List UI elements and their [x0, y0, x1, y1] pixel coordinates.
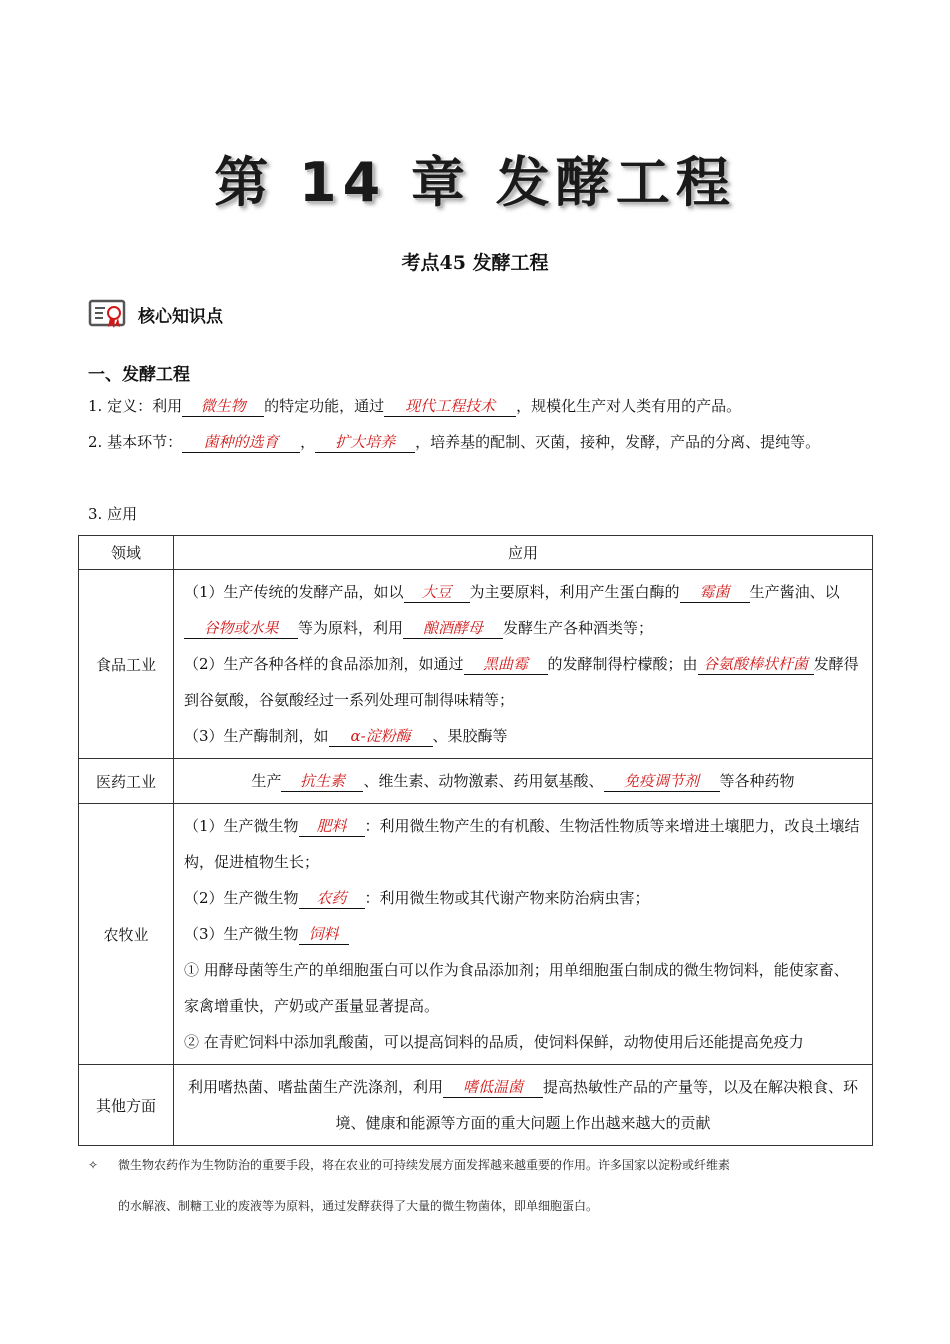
blank-answer: 黑曲霉: [464, 654, 548, 675]
definition-text: 1. 定义：利用: [88, 397, 183, 415]
footnote: [88, 1145, 868, 1227]
blank-answer: 微生物: [182, 396, 264, 417]
definition-text: ，规模化生产对人类有用的产品。: [516, 397, 742, 415]
table-row-agriculture: [79, 804, 873, 1065]
text: 、果胶酶等: [432, 727, 508, 745]
agri-line-4: ① 用酵母菌等生产的单细胞蛋白可以作为食品添加剂；用单细胞蛋白制成的微生物饲料，能使家畜、家禽增重快，产奶或产蛋量显著提高。: [184, 961, 849, 1015]
table-row-food: [79, 570, 873, 759]
definition-paragraph: [88, 388, 868, 424]
text: 、维生素、动物激素、药用氨基酸、: [363, 772, 604, 790]
diamond-icon: ✧: [88, 1158, 99, 1172]
chapter-title: 第 14 章 发酵工程: [214, 151, 736, 214]
basic-steps-paragraph: [88, 424, 868, 460]
footnote-text: 微生物农药作为生物防治的重要手段，将在农业的可持续发展方面发挥越来越重要的作用。许多国家以淀粉或纤维素: [118, 1158, 731, 1172]
text: （3）生产酶制剂，如: [184, 727, 329, 745]
basic-steps-text: ，培养基的配制、灭菌，接种，发酵，产品的分离、提纯等。: [415, 433, 821, 451]
text: （2）生产微生物: [184, 889, 299, 907]
field-other: 其他方面: [79, 1065, 174, 1146]
content-medicine: [174, 759, 873, 804]
text: 等各种药物: [719, 772, 795, 790]
blank-answer: 现代工程技术: [384, 396, 516, 417]
agri-line-1: [184, 808, 862, 880]
footnote-line-1: [88, 1145, 868, 1186]
table-row-other: [79, 1065, 873, 1146]
field-food: 食品工业: [79, 570, 174, 759]
text: 发酵生产各种酒类等；: [503, 619, 654, 637]
section-heading: 一、发酵工程: [88, 365, 190, 385]
text: （2）生产各种各样的食品添加剂，如通过: [184, 655, 464, 673]
header-field: 领域: [79, 536, 174, 570]
text: 生产: [251, 772, 282, 790]
knowledge-title: 核心知识点: [138, 306, 223, 327]
blank-answer: 菌种的选育: [182, 432, 300, 453]
blank-answer: 扩大培养: [315, 432, 415, 453]
basic-steps-text: 2. 基本环节：: [88, 433, 183, 451]
agri-line-2: [184, 880, 862, 916]
content-other: [174, 1065, 873, 1146]
text: 等为原料，利用: [298, 619, 404, 637]
text: （1）生产微生物: [184, 817, 299, 835]
food-line-1: [184, 574, 862, 646]
text: 的发酵制得柠檬酸；由: [547, 655, 698, 673]
blank-answer: 谷氨酸棒状杆菌: [698, 654, 814, 675]
table-header-row: [79, 536, 873, 570]
field-agriculture: 农牧业: [79, 804, 174, 1065]
blank-answer: 酿酒酵母: [403, 618, 503, 639]
certificate-icon: [88, 298, 126, 330]
text: ：利用微生物产生的有机酸、生物活性物质等来增进土壤肥力，改良土壤结构，促进植物生长；: [184, 817, 860, 871]
field-medicine: 医药工业: [79, 759, 174, 804]
text: 发酵得到谷氨酸，谷氨酸经过一系列处理可制得味精等；: [184, 655, 859, 709]
text: ：利用微生物或其代谢产物来防治病虫害；: [364, 889, 650, 907]
text: （3）生产微生物: [184, 925, 299, 943]
text: （1）生产传统的发酵产品，如以: [184, 583, 404, 601]
content-food: [174, 570, 873, 759]
agri-line-5: ② 在青贮饲料中添加乳酸菌，可以提高饲料的品质，使饲料保鲜，动物使用后还能提高免疫力: [184, 1033, 804, 1051]
content-agriculture: [174, 804, 873, 1065]
text: 生产酱油、以: [749, 583, 840, 601]
blank-answer: 大豆: [404, 582, 470, 603]
blank-answer: 肥料: [299, 816, 365, 837]
blank-answer: 饲料: [299, 924, 349, 945]
blank-answer: 嗜低温菌: [443, 1077, 543, 1098]
knowledge-header: [88, 298, 223, 330]
agri-line-3: [184, 916, 862, 952]
table-row-medicine: [79, 759, 873, 804]
text: 利用嗜热菌、嗜盐菌生产洗涤剂，利用: [187, 1078, 443, 1096]
basic-steps-text: ，: [300, 433, 316, 451]
blank-answer: 抗生素: [281, 771, 363, 792]
text: 为主要原料，利用产生蛋白酶的: [469, 583, 680, 601]
blank-answer: 霉菌: [680, 582, 750, 603]
blank-answer: 谷物或水果: [184, 618, 298, 639]
application-table: [78, 535, 873, 1146]
definition-text: 的特定功能，通过: [264, 397, 385, 415]
exam-point-title: 考点45 发酵工程: [401, 252, 549, 274]
text: 提高热敏性产品的产量等，以及在解决粮食、环境、健康和能源等方面的重大问题上作出越来越大的贡献: [335, 1078, 859, 1132]
blank-answer: 免疫调节剂: [604, 771, 720, 792]
footnote-line-2: 的水解液、制糖工业的废液等为原料，通过发酵获得了大量的微生物菌体，即单细胞蛋白。: [118, 1199, 599, 1213]
food-line-3: [184, 718, 862, 754]
food-line-2: [184, 646, 862, 718]
blank-answer: α-淀粉酶: [329, 726, 433, 747]
blank-answer: 农药: [299, 888, 365, 909]
application-label: 3. 应用: [88, 505, 138, 523]
header-application: 应用: [174, 536, 873, 570]
